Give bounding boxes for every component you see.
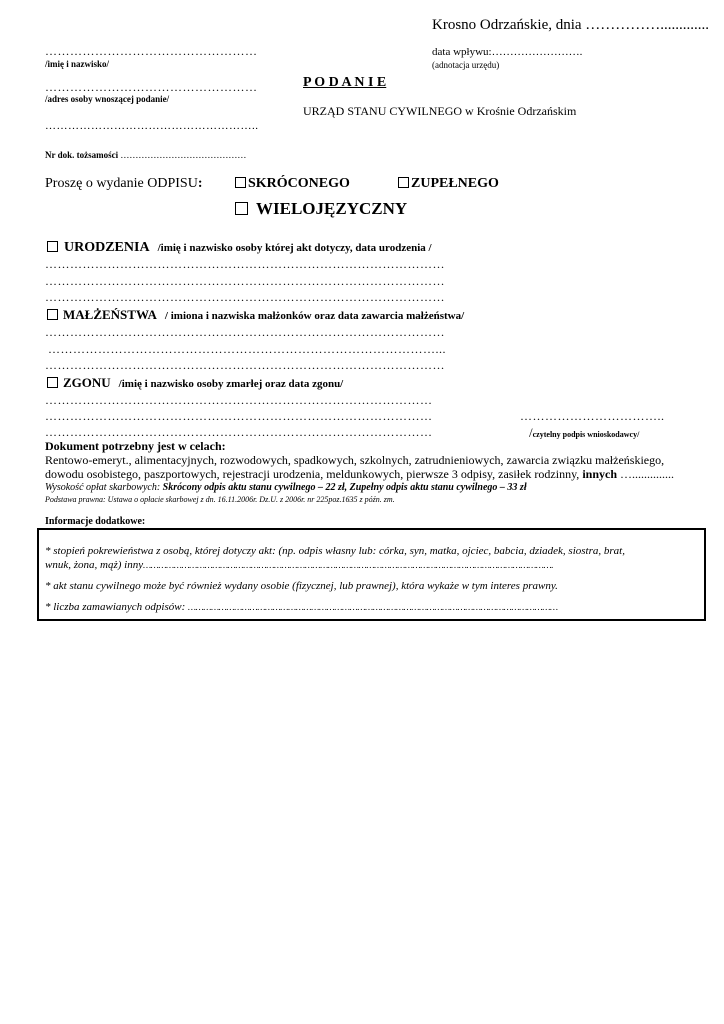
purpose-other-label: innych: [582, 467, 617, 481]
name-label: /imię i nazwisko/: [45, 59, 110, 69]
request-colon: :: [197, 176, 203, 191]
office-name: URZĄD STANU CYWILNEGO w Krośnie Odrzańskim: [303, 104, 577, 118]
purpose-heading: Dokument potrzebny jest w celach:: [45, 439, 226, 453]
date-received[interactable]: data wpływu:…………………….: [432, 46, 583, 58]
note-relationship-other-field[interactable]: …………………………………………………………………………………………………………………………………………….: [143, 560, 554, 570]
marriage-title: MAŁŻEŃSTWA: [63, 307, 157, 322]
birth-line-2[interactable]: ……………………………………………………………………………………: [45, 274, 445, 288]
signature-slash: /: [529, 425, 533, 440]
death-line-3[interactable]: …………………………………………………………………………………: [45, 425, 433, 439]
additional-heading: Informacje dodatkowe:: [45, 516, 146, 527]
note-legal-interest: * akt stanu cywilnego może być również wydany osobie (fizycznej, lub prawnej), która wykaże w tym interes prawny.: [45, 580, 558, 592]
legal-basis: Podstawa prawna: Ustawa o opłacie skarbowej z dn. 16.11.2006r. Dz.U. z 2006r. nr 225poz.1635 z późn. zm.: [45, 495, 395, 504]
death-desc: /imię i nazwisko osoby zmarłej oraz data zgonu/: [118, 378, 344, 390]
option-full-label: ZUPEŁNEGO: [411, 176, 499, 191]
marriage-section-header[interactable]: [47, 306, 464, 324]
note-copy-count[interactable]: [45, 601, 558, 613]
signature-label: czytelny podpis wnioskodawcy/: [532, 430, 640, 439]
death-line-1[interactable]: …………………………………………………………………………………: [45, 393, 433, 407]
option-short-label: SKRÓCONEGO: [248, 176, 350, 191]
death-line-2[interactable]: …………………………………………………………………………………: [45, 409, 433, 423]
fees-line: [45, 482, 527, 493]
checkbox-multi[interactable]: [235, 202, 248, 215]
signature-field[interactable]: ……………………………..: [520, 409, 665, 423]
id-label: Nr dok. tożsamości: [45, 150, 119, 160]
birth-section-header[interactable]: [47, 238, 432, 256]
option-multi[interactable]: [235, 199, 407, 219]
request-lead: Proszę o wydanie ODPISU: [45, 176, 198, 191]
purpose-line-2-text: dowodu osobistego, paszportowych, rejestracji urodzenia, meldunkowych, pierwsze 3 odpisy, zasiłek rodzinny,: [45, 467, 583, 481]
purpose-other-field[interactable]: …..............: [617, 467, 674, 481]
marriage-line-1[interactable]: ……………………………………………………………………………………: [45, 325, 445, 339]
death-title: ZGONU: [63, 375, 111, 390]
death-section-header[interactable]: [47, 374, 343, 392]
option-multi-label: WIELOJĘZYCZNY: [256, 199, 408, 218]
birth-line-3[interactable]: ……………………………………………………………………………………: [45, 290, 445, 304]
request-line: [45, 176, 203, 192]
checkbox-short[interactable]: [235, 177, 246, 188]
address-label: /adres osoby wnoszącej podanie/: [45, 94, 170, 104]
option-short[interactable]: [235, 176, 350, 192]
note-relationship-other[interactable]: [45, 559, 553, 571]
note-copy-count-label: * liczba zamawianych odpisów:: [45, 601, 188, 613]
note-relationship-other-label: wnuk, żona, mąż) inny: [45, 559, 144, 571]
office-note: (adnotacja urzędu): [432, 60, 500, 70]
signature-caption: [529, 424, 639, 442]
purpose-line-2: [45, 467, 674, 482]
option-full[interactable]: [398, 176, 499, 192]
place-date[interactable]: Krosno Odrzańskie, dnia …………….............: [432, 17, 710, 33]
checkbox-birth[interactable]: [47, 241, 58, 252]
marriage-desc: / imiona i nazwiska małżonków oraz data zawarcia małżeństwa/: [164, 310, 465, 322]
checkbox-full[interactable]: [398, 177, 409, 188]
marriage-line-3[interactable]: ……………………………………………………………………………………: [45, 358, 445, 372]
purpose-line-1: Rentowo-emeryt., alimentacyjnych, rozwodowych, spadkowych, szkolnych, zatrudnieniowych, zawarcia związku małżeńskiego,: [45, 453, 665, 467]
id-field[interactable]: ……………………………………: [120, 150, 247, 160]
page-title: P O D A N I E: [303, 75, 387, 90]
marriage-line-2[interactable]: …………………………………………………………………………………...: [48, 342, 446, 356]
birth-title: URODZENIA: [64, 240, 150, 255]
note-relationship: * stopień pokrewieństwa z osobą, której dotyczy akt: (np. odpis własny lub: córka, syn, matka, ojciec, babcia, dziadek, siostra, brat,: [45, 545, 625, 557]
birth-line-1[interactable]: ……………………………………………………………………………………: [45, 257, 445, 271]
note-copy-count-field[interactable]: ………………………………………………………………………………………………………………………………: [188, 602, 558, 612]
id-document-row[interactable]: [45, 150, 246, 160]
address-field-2[interactable]: ………………………………………………..: [45, 120, 259, 132]
fees-values: Skrócony odpis aktu stanu cywilnego – 22 zł, Zupełny odpis aktu stanu cywilnego – 33 zł: [162, 482, 527, 493]
checkbox-death[interactable]: [47, 377, 58, 388]
fees-label: Wysokość opłat skarbowych:: [45, 482, 163, 493]
address-field[interactable]: ……………………………………………: [45, 80, 258, 94]
birth-desc: /imię i nazwisko osoby której akt dotyczy, data urodzenia /: [157, 242, 432, 254]
name-field[interactable]: ……………………………………………: [45, 44, 258, 58]
checkbox-marriage[interactable]: [47, 309, 58, 320]
